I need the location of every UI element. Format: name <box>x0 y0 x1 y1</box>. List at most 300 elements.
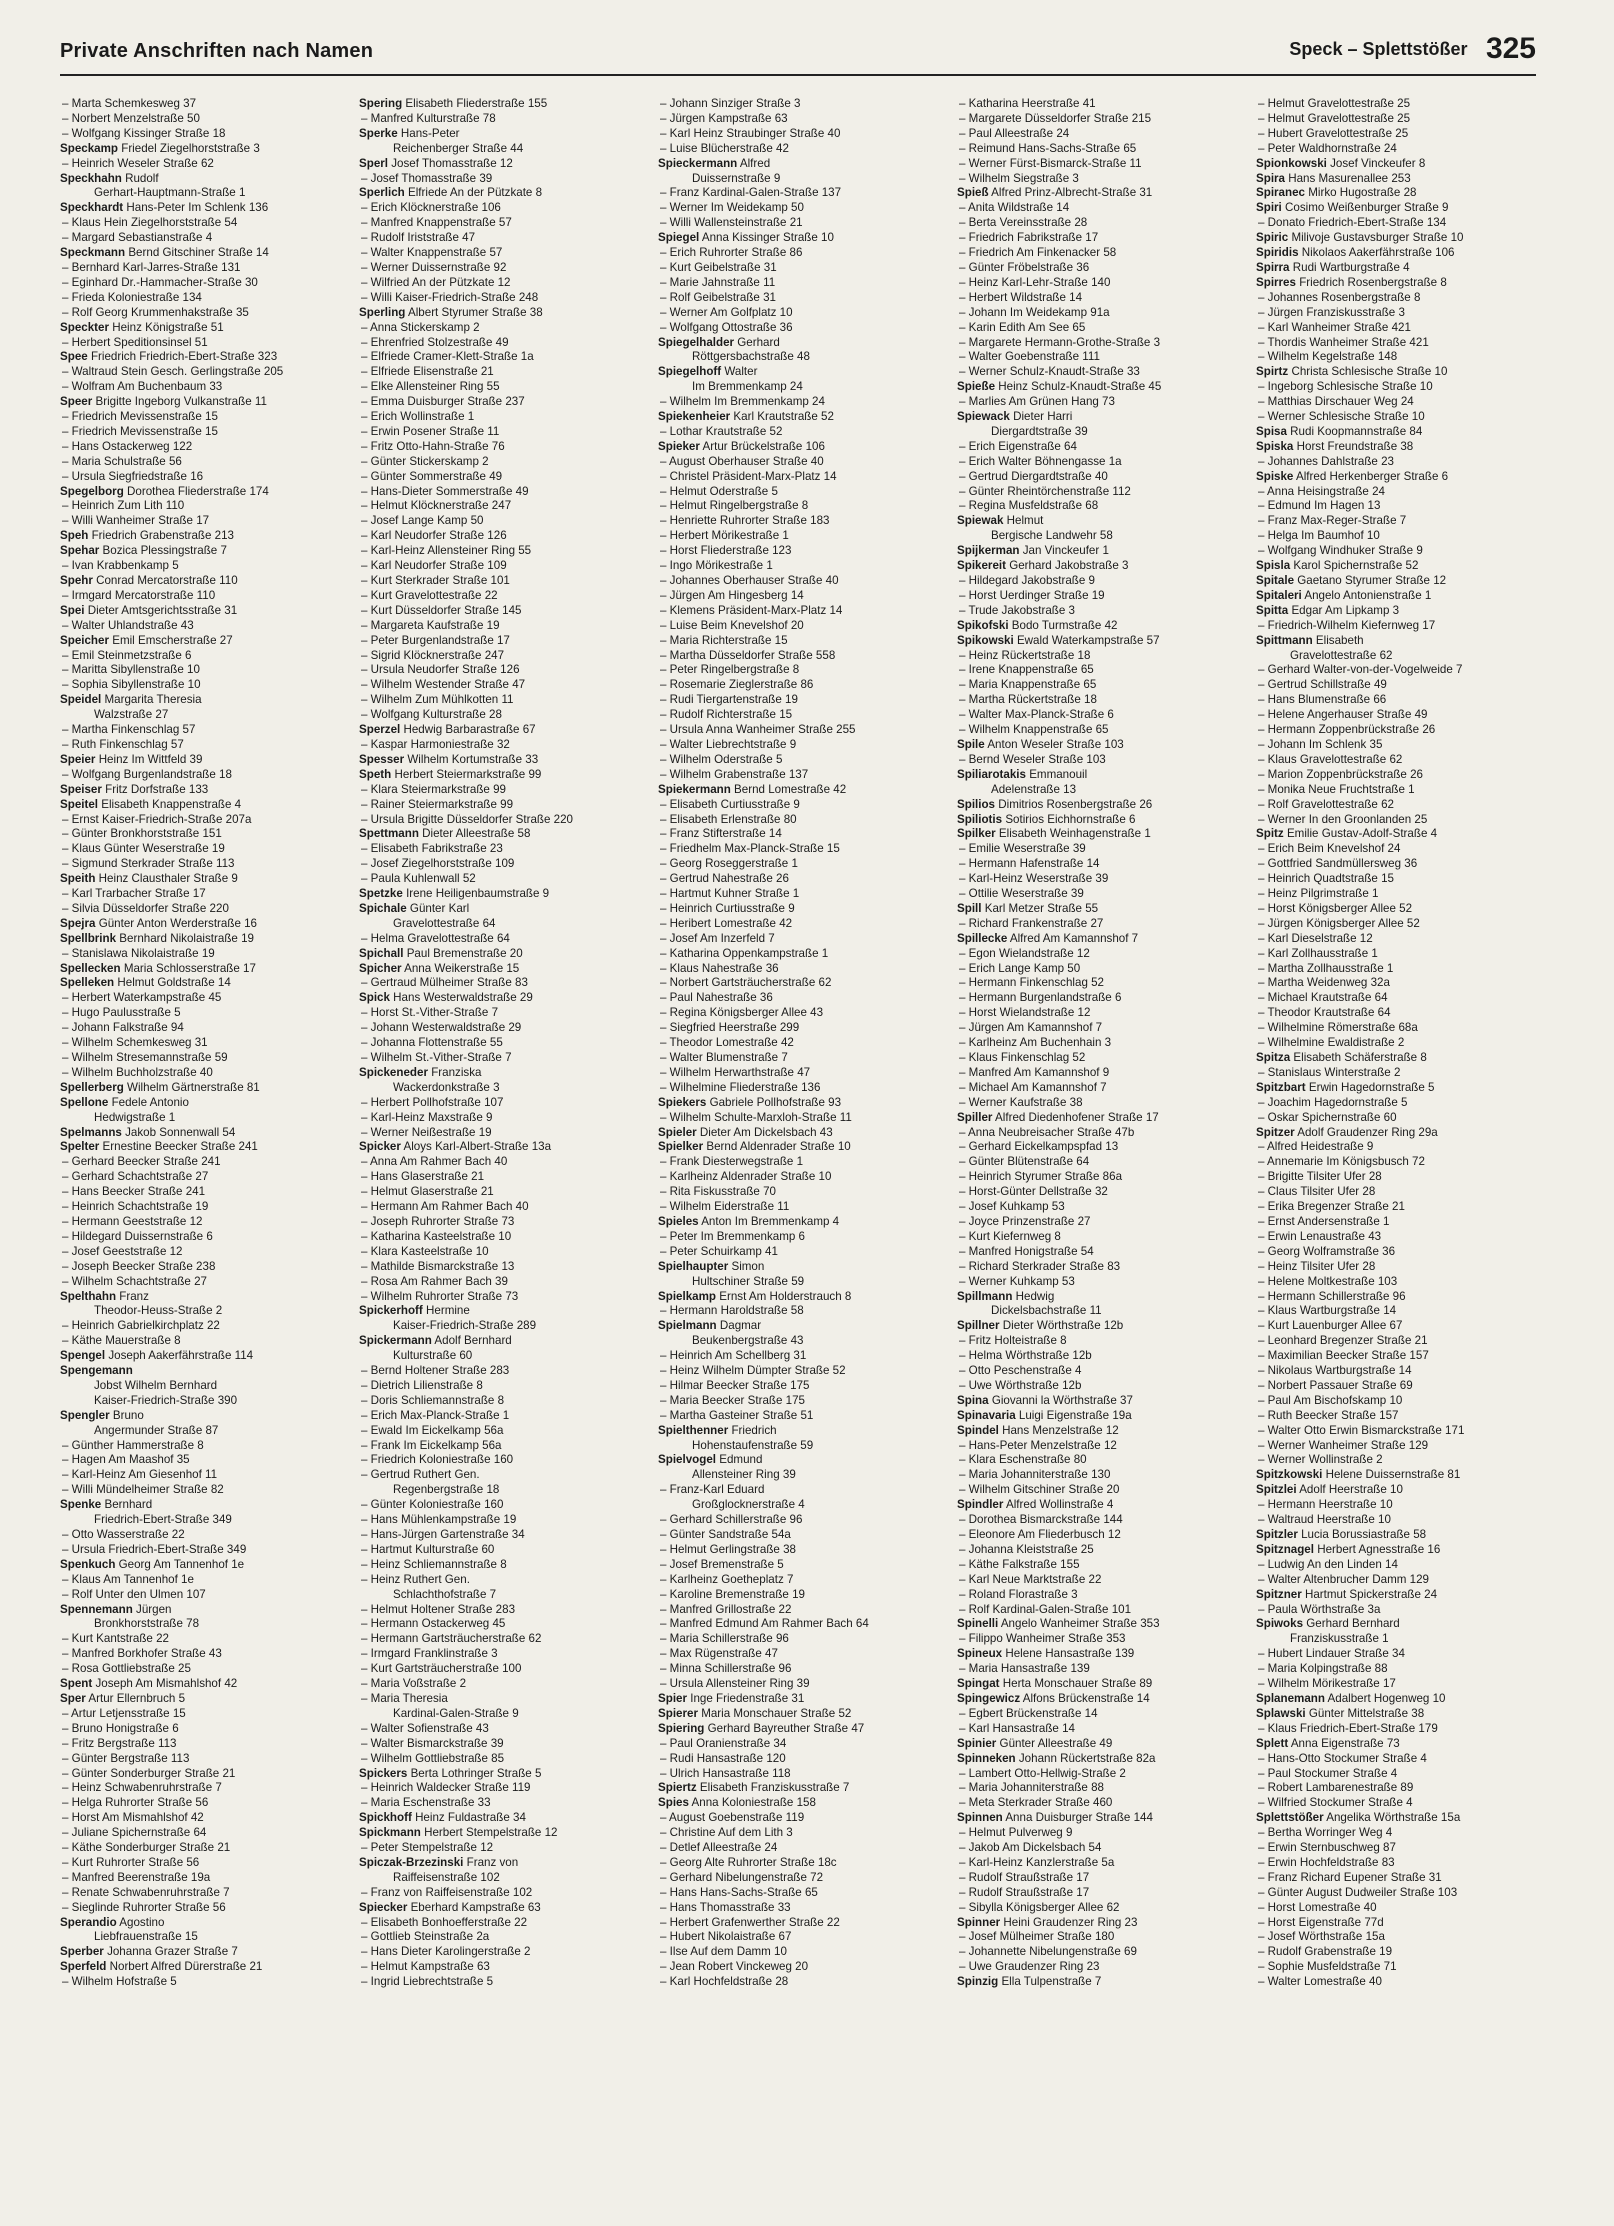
sub-entry: – Gerhard Schillerstraße 96 <box>658 1513 940 1528</box>
entry-text: Friedrich Friedrich-Ebert-Straße 323 <box>90 350 278 364</box>
sub-entry: – Hans-Peter Menzelstraße 12 <box>957 1439 1239 1454</box>
entry-text: Ewald Waterkampstraße 57 <box>1016 633 1160 647</box>
sub-entry: – Ottilie Weserstraße 39 <box>957 887 1239 902</box>
surname: Spitz <box>1256 827 1284 841</box>
sub-entry: – Klara Kasteelstraße 10 <box>359 1245 641 1260</box>
sub-entry: – Sophie Musfeldstraße 71 <box>1256 1960 1536 1975</box>
surname: Spehr <box>60 574 93 587</box>
surname: Spielkamp <box>658 1289 716 1303</box>
sub-entry: – Karl-Heinz Allensteiner Ring 55 <box>359 544 641 559</box>
sub-entry: – Peter Schuirkamp 41 <box>658 1245 940 1260</box>
sub-entry: – Joyce Prinzenstraße 27 <box>957 1215 1239 1230</box>
surname: Spiekers <box>658 1095 707 1109</box>
surname: Splettstößer <box>1256 1811 1324 1825</box>
section-title: Private Anschriften nach Namen <box>60 40 374 62</box>
surname: Spirtz <box>1256 365 1289 379</box>
sub-entry: – Hermann Zoppenbrückstraße 26 <box>1256 723 1536 738</box>
name-entry <box>957 1811 1239 1826</box>
surname: Spiering <box>658 1721 705 1735</box>
name-entry <box>60 485 342 500</box>
sub-entry: – Sibylla Königsberger Allee 62 <box>957 1901 1239 1916</box>
continuation-line: Dickelsbachstraße 11 <box>991 1304 1102 1318</box>
entry-text: Adolf Graudenzer Ring 29a <box>1297 1125 1438 1139</box>
sub-entry: – Siegfried Heerstraße 299 <box>658 1021 940 1036</box>
sub-entry: – Theodor Krautstraße 64 <box>1256 1006 1536 1021</box>
entry-text: Hans Masurenallee 253 <box>1288 171 1411 185</box>
entry-text: Helmut <box>1006 514 1044 528</box>
name-entry <box>658 1722 940 1737</box>
sub-entry: – Wilhelm Gitschiner Straße 20 <box>957 1483 1239 1498</box>
entry-text: Hans Westerwaldstraße 29 <box>393 991 533 1005</box>
surname: Spinnen <box>957 1811 1003 1825</box>
sub-entry: – Thordis Wanheimer Straße 421 <box>1256 336 1536 351</box>
surname: Spingewicz <box>957 1691 1021 1705</box>
sub-entry: – Norbert Gartsträucherstraße 62 <box>658 976 940 991</box>
name-entry <box>957 1737 1239 1752</box>
sub-entry: – Martha Düsseldorfer Straße 558 <box>658 649 940 664</box>
surname: Spickers <box>359 1766 408 1780</box>
entry-text: Heinz Schulz-Knaudt-Straße 45 <box>998 380 1162 394</box>
entry-text: Johann Rückertstraße 82a <box>1018 1751 1156 1765</box>
sub-entry: – Käthe Falkstraße 155 <box>957 1558 1239 1573</box>
sub-entry: – Martha Gasteiner Straße 51 <box>658 1409 940 1424</box>
name-entry <box>60 693 342 708</box>
sub-entry: – Wolfgang Burgenlandstraße 18 <box>60 768 342 783</box>
column-1 <box>60 97 342 2157</box>
entry-text: Rudi Koopmannstraße 84 <box>1290 424 1423 438</box>
sub-entry: – Rudolf Iriststraße 47 <box>359 231 641 246</box>
sub-entry: – Hildegard Duissernstraße 6 <box>60 1230 342 1245</box>
name-entry <box>60 1364 342 1379</box>
sub-entry: – Hermann Schillerstraße 96 <box>1256 1290 1536 1305</box>
sub-entry: – Regina Königsberger Allee 43 <box>658 1006 940 1021</box>
sub-entry: – Heinz Karl-Lehr-Straße 140 <box>957 276 1239 291</box>
continuation-line: Beukenbergstraße 43 <box>692 1334 804 1348</box>
sub-entry: – Maximilian Beecker Straße 157 <box>1256 1349 1536 1364</box>
sub-entry: – Jürgen Königsberger Allee 52 <box>1256 917 1536 932</box>
sub-entry: – Johannes Dahlstraße 23 <box>1256 455 1536 470</box>
entry-text: Simon <box>731 1259 765 1273</box>
sub-entry: – Maria Knappenstraße 65 <box>957 678 1239 693</box>
name-entry <box>60 1349 342 1364</box>
entry-text: Jürgen <box>136 1602 172 1616</box>
sub-entry: – Gertraud Mülheimer Straße 83 <box>359 976 641 991</box>
name-entry <box>359 991 641 1006</box>
sub-entry: – Berta Vereinsstraße 28 <box>957 216 1239 231</box>
sub-entry: – Annemarie Im Königsbusch 72 <box>1256 1155 1536 1170</box>
entry-text: Heinz Fuldastraße 34 <box>415 1811 526 1825</box>
sub-entry: – Franz Kardinal-Galen-Straße 137 <box>658 186 940 201</box>
sub-entry: – Wilhelm Hofstraße 5 <box>60 1975 342 1990</box>
entry-text: Friedel Ziegelhorststraße 3 <box>121 141 260 155</box>
sub-entry: – Karl Hansastraße 14 <box>957 1722 1239 1737</box>
sub-entry: – Hermann Finkenschlag 52 <box>957 976 1239 991</box>
name-entry <box>1256 1588 1536 1603</box>
name-entry <box>60 395 342 410</box>
sub-entry: – Rudolf Richterstraße 15 <box>658 708 940 723</box>
sub-entry: – Katharina Kasteelstraße 10 <box>359 1230 641 1245</box>
sub-entry: – Walter Knappenstraße 57 <box>359 246 641 261</box>
sub-entry: – Werner Wanheimer Straße 129 <box>1256 1439 1536 1454</box>
sub-entry: – Friedrich Am Finkenacker 58 <box>957 246 1239 261</box>
sub-entry: – Karl Zollhausstraße 1 <box>1256 947 1536 962</box>
name-entry <box>957 902 1239 917</box>
name-range: Speck – Splettstößer <box>1289 38 1468 59</box>
surname: Spiczak-Brzezinski <box>359 1855 464 1869</box>
sub-entry: – Lambert Otto-Hellwig-Straße 2 <box>957 1767 1239 1782</box>
sub-entry: – Ingo Mörikestraße 1 <box>658 559 940 574</box>
sub-entry: – Heinrich Am Schellberg 31 <box>658 1349 940 1364</box>
sub-entry: – Ivan Krabbenkamp 5 <box>60 559 342 574</box>
sub-entry: – Rita Fiskusstraße 70 <box>658 1185 940 1200</box>
name-entry <box>1256 604 1536 619</box>
surname: Spellerberg <box>60 1080 124 1094</box>
sub-entry: – Wilhelm St.-Vither-Straße 7 <box>359 1051 641 1066</box>
sub-entry: – Ursula Brigitte Düsseldorfer Straße 220 <box>359 813 641 828</box>
name-entry <box>658 1707 940 1722</box>
surname: Spenke <box>60 1498 102 1512</box>
surname: Spikereit <box>957 559 1006 573</box>
name-entry <box>60 976 342 991</box>
sub-entry: – Helmut Klöcknerstraße 247 <box>359 499 641 514</box>
sub-entry: – Robert Lambarenestraße 89 <box>1256 1781 1536 1796</box>
sub-entry: – Stanislaus Winterstraße 2 <box>1256 1066 1536 1081</box>
sub-entry: – Friedrich Fabrikstraße 17 <box>957 231 1239 246</box>
continuation-line: Reichenberger Straße 44 <box>393 141 524 155</box>
name-entry <box>1256 365 1536 380</box>
name-entry <box>658 1796 940 1811</box>
sub-entry: – Wolfgang Kissinger Straße 18 <box>60 127 342 142</box>
sub-entry: – Ehrenfried Stolzestraße 49 <box>359 336 641 351</box>
sub-entry: – Günter Sandstraße 54a <box>658 1528 940 1543</box>
sub-entry: – Ursula Neudorfer Straße 126 <box>359 663 641 678</box>
surname: Spei <box>60 603 85 617</box>
sub-entry: – Karlheinz Aldenrader Straße 10 <box>658 1170 940 1185</box>
sub-entry: – Willi Wanheimer Straße 17 <box>60 514 342 529</box>
name-entry <box>60 350 342 365</box>
continuation-line: Regenbergstraße 18 <box>393 1483 500 1497</box>
sub-entry: – Marta Schemkesweg 37 <box>60 97 342 112</box>
surname: Spiecker <box>359 1900 408 1914</box>
entry-text: Karl Krautstraße 52 <box>733 410 834 424</box>
sub-entry: – Erika Bregenzer Straße 21 <box>1256 1200 1536 1215</box>
entry-text: Horst Freundstraße 38 <box>1296 439 1414 453</box>
sub-entry: – Jürgen Am Hingesberg 14 <box>658 589 940 604</box>
sub-entry: – Wilhelm Mörikestraße 17 <box>1256 1677 1536 1692</box>
sub-entry: – Klemens Präsident-Marx-Platz 14 <box>658 604 940 619</box>
sub-entry: – Elisabeth Bonhoefferstraße 22 <box>359 1916 641 1931</box>
sub-entry: – Erich Wollinstraße 1 <box>359 410 641 425</box>
surname: Spiegelhalder <box>658 335 735 349</box>
sub-entry: – Manfred Borkhofer Straße 43 <box>60 1647 342 1662</box>
name-entry <box>1256 827 1536 842</box>
sub-entry: – Friedrich Mevissenstraße 15 <box>60 425 342 440</box>
sub-entry: – Bernd Holtener Straße 283 <box>359 1364 641 1379</box>
continuation-line: Kaiser-Friedrich-Straße 390 <box>94 1393 238 1407</box>
sub-entry: – Frank Im Eickelkamp 56a <box>359 1439 641 1454</box>
name-entry <box>359 723 641 738</box>
sub-entry: – Paul Oranienstraße 34 <box>658 1737 940 1752</box>
surname: Spickeneder <box>359 1065 428 1079</box>
sub-entry: – Walter Max-Planck-Straße 6 <box>957 708 1239 723</box>
name-entry <box>1256 186 1536 201</box>
name-entry <box>957 932 1239 947</box>
sub-entry: – Werner Kaufstraße 38 <box>957 1096 1239 1111</box>
name-entry <box>1256 440 1536 455</box>
sub-entry: – Willi Mündelheimer Straße 82 <box>60 1483 342 1498</box>
sub-entry: – Wilhelm Zum Mühlkotten 11 <box>359 693 641 708</box>
name-entry <box>658 336 940 351</box>
surname: Spelmanns <box>60 1125 122 1139</box>
surname: Spehar <box>60 544 100 558</box>
entry-text: Elisabeth Weinhagenstraße 1 <box>998 827 1151 841</box>
name-entry <box>359 1901 641 1916</box>
surname: Spellbrink <box>60 931 117 945</box>
continuation-line: Duissernstraße 9 <box>692 171 781 185</box>
entry-text: Dimitrios Rosenbergstraße 26 <box>998 797 1153 811</box>
sub-entry: – Anna Am Rahmer Bach 40 <box>359 1155 641 1170</box>
name-entry <box>60 962 342 977</box>
sub-entry: – Günther Hammerstraße 8 <box>60 1439 342 1454</box>
sub-entry: – Erwin Posener Straße 11 <box>359 425 641 440</box>
sub-entry: – Rudolf Straußstraße 17 <box>957 1871 1239 1886</box>
sub-entry: – Günter Stickerskamp 2 <box>359 455 641 470</box>
sub-entry: – Heinrich Gabrielkirchplatz 22 <box>60 1319 342 1334</box>
name-entry <box>957 634 1239 649</box>
sub-entry: – Richard Frankenstraße 27 <box>957 917 1239 932</box>
sub-entry: – Heinrich Curtiusstraße 9 <box>658 902 940 917</box>
sub-entry: – Mathilde Bismarckstraße 13 <box>359 1260 641 1275</box>
name-entry <box>359 753 641 768</box>
sub-entry: – Johann Sinziger Straße 3 <box>658 97 940 112</box>
entry-text: Bernd Gitschiner Straße 14 <box>128 246 269 260</box>
sub-entry: – Karl Hochfeldstraße 28 <box>658 1975 940 1990</box>
name-entry <box>60 798 342 813</box>
sub-entry: – Joachim Hagedornstraße 5 <box>1256 1096 1536 1111</box>
sub-entry: – Wolfgang Windhuker Straße 9 <box>1256 544 1536 559</box>
surname: Spindel <box>957 1423 999 1437</box>
surname: Spielthenner <box>658 1423 729 1437</box>
sub-entry: – Minna Schillerstraße 96 <box>658 1662 940 1677</box>
sub-entry: – Klara Eschenstraße 80 <box>957 1453 1239 1468</box>
sub-entry: – Rudi Tiergartenstraße 19 <box>658 693 940 708</box>
surname: Spiller <box>957 1110 993 1124</box>
sub-entry: – Margarete Düsseldorfer Straße 215 <box>957 112 1239 127</box>
sub-entry: – Günter Bergstraße 113 <box>60 1752 342 1767</box>
entry-text: Erwin Hagedornstraße 5 <box>1308 1080 1435 1094</box>
entry-text: Edmund <box>719 1453 763 1467</box>
sub-entry: – Rolf Kardinal-Galen-Straße 101 <box>957 1603 1239 1618</box>
sub-entry: – Günter Bronkhorststraße 151 <box>60 827 342 842</box>
sub-entry: – Erich Max-Planck-Straße 1 <box>359 1409 641 1424</box>
surname: Spengel <box>60 1349 106 1363</box>
name-entry <box>60 1081 342 1096</box>
surname: Spiridis <box>1256 246 1299 260</box>
entry-text: Eberhard Kampstraße 63 <box>410 1900 541 1914</box>
entry-text: Ernst Am Holderstrauch 8 <box>719 1289 852 1303</box>
surname: Spinavaria <box>957 1408 1016 1422</box>
sub-entry: – Hans Glaserstraße 21 <box>359 1170 641 1185</box>
sub-entry: – Heinrich Weseler Straße 62 <box>60 157 342 172</box>
sub-entry: – Leonhard Bregenzer Straße 21 <box>1256 1334 1536 1349</box>
entry-text: Bodo Turmstraße 42 <box>1011 618 1118 632</box>
sub-entry: – Werner Fürst-Bismarck-Straße 11 <box>957 157 1239 172</box>
name-entry <box>658 410 940 425</box>
sub-entry: – Friedrich-Wilhelm Kiefernweg 17 <box>1256 619 1536 634</box>
entry-text: Elisabeth Fliederstraße 155 <box>405 97 548 110</box>
surname: Speer <box>60 395 93 409</box>
surname: Splanemann <box>1256 1691 1325 1705</box>
sub-entry: – Bertha Worringer Weg 4 <box>1256 1826 1536 1841</box>
sub-entry: – Heinz Wilhelm Dümpter Straße 52 <box>658 1364 940 1379</box>
sub-entry: – Josef Thomasstraße 39 <box>359 172 641 187</box>
surname: Spitza <box>1256 1051 1291 1064</box>
sub-entry: – Ulrich Hansastraße 118 <box>658 1767 940 1782</box>
sub-entry: – Helma Gravelottestraße 64 <box>359 932 641 947</box>
sub-entry: – Maria Voßstraße 2 <box>359 1677 641 1692</box>
name-entry <box>60 1960 342 1975</box>
sub-entry: – Doris Schliemannstraße 8 <box>359 1394 641 1409</box>
continuation-line: Hohenstaufenstraße 59 <box>692 1438 814 1452</box>
surname: Sperzel <box>359 723 401 737</box>
surname: Spillmann <box>957 1289 1013 1303</box>
sub-entry: – Kurt Kiefernweg 8 <box>957 1230 1239 1245</box>
sub-entry: – Kurt Lauenburger Allee 67 <box>1256 1319 1536 1334</box>
sub-entry: – Hans Beecker Straße 241 <box>60 1185 342 1200</box>
surname: Spijkerman <box>957 544 1020 558</box>
name-entry <box>658 1126 940 1141</box>
sub-entry: – Irene Knappenstraße 65 <box>957 663 1239 678</box>
entry-text: Alfred <box>739 156 771 170</box>
name-entry <box>60 1126 342 1141</box>
surname: Spiekermann <box>658 782 731 796</box>
sub-entry: – Hermann Haroldstraße 58 <box>658 1304 940 1319</box>
column-3 <box>658 97 940 2157</box>
sub-entry: – Hubert Nikolaistraße 67 <box>658 1930 940 1945</box>
name-entry <box>60 1677 342 1692</box>
surname: Spisa <box>1256 424 1287 438</box>
surname: Spikowski <box>957 633 1014 647</box>
sub-entry: – Wilhelm Knappenstraße 65 <box>957 723 1239 738</box>
entry-text: Christa Schlesische Straße 10 <box>1291 365 1448 379</box>
sub-entry: – Karl-Heinz Kanzlerstraße 5a <box>957 1856 1239 1871</box>
entry-text: Albert Styrumer Straße 38 <box>407 305 543 319</box>
sub-entry: – Heinz Ruthert Gen. <box>359 1573 641 1588</box>
sub-entry: – Günter August Dudweiler Straße 103 <box>1256 1886 1536 1901</box>
sub-entry: – Horst St.-Vither-Straße 7 <box>359 1006 641 1021</box>
name-entry <box>1256 589 1536 604</box>
name-entry <box>60 1498 342 1513</box>
entry-text: Inge Friedenstraße 31 <box>690 1691 805 1705</box>
sub-entry: – Heinrich Schachtstraße 19 <box>60 1200 342 1215</box>
sub-entry: – Karin Edith Am See 65 <box>957 321 1239 336</box>
sub-entry: – Klaus Gravelottestraße 62 <box>1256 753 1536 768</box>
continuation-line: Kulturstraße 60 <box>393 1349 473 1363</box>
entry-text: Elisabeth Schäferstraße 8 <box>1293 1051 1427 1064</box>
name-entry <box>658 1692 940 1707</box>
sub-entry: – Wilhelmine Fliederstraße 136 <box>658 1081 940 1096</box>
entry-text: Sotirios Eichhornstraße 6 <box>1005 812 1136 826</box>
sub-entry: – Paul Alleestraße 24 <box>957 127 1239 142</box>
sub-entry: – Anna Stickerskamp 2 <box>359 321 641 336</box>
sub-entry: – Ingeborg Schlesische Straße 10 <box>1256 380 1536 395</box>
name-entry <box>957 1394 1239 1409</box>
continuation-line: Jobst Wilhelm Bernhard <box>94 1378 218 1392</box>
sub-entry: – Monika Neue Fruchtstraße 1 <box>1256 783 1536 798</box>
sub-entry: – Rainer Steiermarkstraße 99 <box>359 798 641 813</box>
sub-entry: – Hagen Am Maashof 35 <box>60 1453 342 1468</box>
continuation-line: Diergardtstraße 39 <box>991 424 1088 438</box>
sub-entry: – Günter Fröbelstraße 36 <box>957 261 1239 276</box>
surname: Spile <box>957 737 985 751</box>
surname: Spilios <box>957 797 996 811</box>
sub-entry: – Hermann Heerstraße 10 <box>1256 1498 1536 1513</box>
sub-entry: – Helmut Gravelottestraße 25 <box>1256 112 1536 127</box>
surname: Speith <box>60 872 96 886</box>
name-entry <box>957 1111 1239 1126</box>
surname: Spichall <box>359 946 404 960</box>
name-entry <box>359 1767 641 1782</box>
sub-entry: – Horst Lomestraße 40 <box>1256 1901 1536 1916</box>
continuation-line: Franziskusstraße 1 <box>1290 1632 1389 1646</box>
sub-entry: – Wilfried An der Pützkate 12 <box>359 276 641 291</box>
surname: Spent <box>60 1677 93 1691</box>
sub-entry: – Werner Schlesische Straße 10 <box>1256 410 1536 425</box>
entry-text: Franz von <box>466 1855 519 1869</box>
entry-text: Georg Am Tannenhof 1e <box>118 1557 245 1571</box>
entry-text: Anna Duisburger Straße 144 <box>1005 1811 1153 1825</box>
surname: Spegelborg <box>60 484 124 498</box>
name-entry <box>658 1215 940 1230</box>
sub-entry: – Gertrud Nahestraße 26 <box>658 872 940 887</box>
name-entry <box>359 1066 641 1081</box>
surname: Spiekenheier <box>658 410 731 424</box>
entry-text: Rudi Wartburgstraße 4 <box>1292 260 1410 274</box>
entry-text: Ella Tulpenstraße 7 <box>1001 1975 1102 1989</box>
name-entry <box>1256 201 1536 216</box>
sub-entry: – Paul Nahestraße 36 <box>658 991 940 1006</box>
column-4 <box>957 97 1239 2157</box>
sub-entry: – Paula Kuhlenwall 52 <box>359 872 641 887</box>
surname: Spies <box>658 1796 689 1810</box>
surname: Spieler <box>658 1125 697 1139</box>
name-entry <box>359 306 641 321</box>
sub-entry: – Stanislawa Nikolaistraße 19 <box>60 947 342 962</box>
entry-text: Wilhelm Gärtnerstraße 81 <box>127 1080 260 1094</box>
name-entry <box>957 619 1239 634</box>
entry-text: Alfred Herkenberger Straße 6 <box>1295 469 1449 483</box>
entry-text: Joseph Aakerfährstraße 114 <box>108 1349 254 1363</box>
sub-entry: – Helga Im Baumhof 10 <box>1256 529 1536 544</box>
name-entry <box>957 1692 1239 1707</box>
entry-text: Günter Alleestraße 49 <box>999 1736 1113 1750</box>
name-entry <box>957 1677 1239 1692</box>
sub-entry: – Hans Thomasstraße 33 <box>658 1901 940 1916</box>
sub-entry: – Helene Angerhauser Straße 49 <box>1256 708 1536 723</box>
sub-entry: – Hans-Otto Stockumer Straße 4 <box>1256 1752 1536 1767</box>
sub-entry: – Gerhard Walter-von-der-Vogelweide 7 <box>1256 663 1536 678</box>
sub-entry: – Elisabeth Fabrikstraße 23 <box>359 842 641 857</box>
entry-text: Alfred Am Kamannshof 7 <box>1009 931 1139 945</box>
sub-entry: – Helmut Kampstraße 63 <box>359 1960 641 1975</box>
surname: Speckamp <box>60 141 118 155</box>
sub-entry: – Hubert Lindauer Straße 34 <box>1256 1647 1536 1662</box>
sub-entry: – Heinz Pilgrimstraße 1 <box>1256 887 1536 902</box>
sub-entry: – Sieglinde Ruhrorter Straße 56 <box>60 1901 342 1916</box>
name-entry <box>658 1290 940 1305</box>
sub-entry: – Kurt Düsseldorfer Straße 145 <box>359 604 641 619</box>
sub-entry: – Günter Koloniestraße 160 <box>359 1498 641 1513</box>
